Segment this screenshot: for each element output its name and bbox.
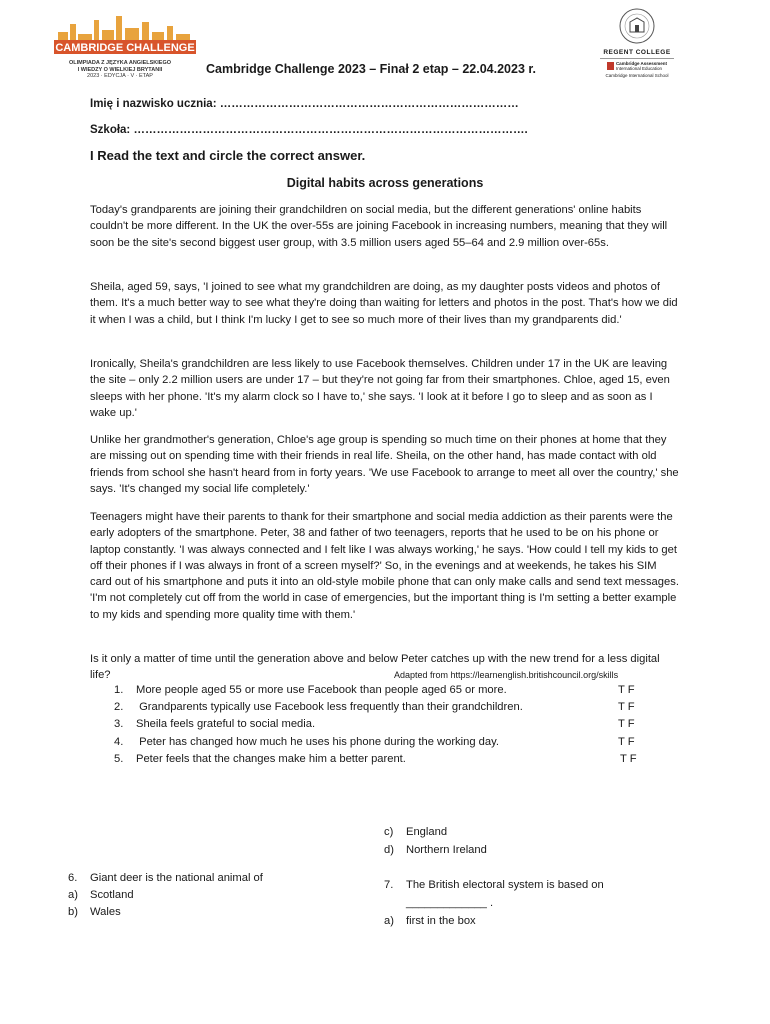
- regent-college-label: REGENT COLLEGE: [603, 49, 671, 56]
- section-heading: I Read the text and circle the correct answer.: [90, 148, 366, 163]
- statement-text: Peter has changed how much he uses his phone during the working day.: [136, 736, 499, 748]
- cambridge-shield-icon: [607, 62, 614, 70]
- castle-skyline-icon: [50, 14, 200, 54]
- statement-2: [114, 701, 523, 713]
- answer-option[interactable]: b) Wales: [68, 906, 121, 918]
- statement-5: [114, 753, 406, 765]
- true-false-choice-1[interactable]: T F: [618, 684, 635, 696]
- article-paragraph: Sheila, aged 59, says, 'I joined to see what my grandchildren are doing, as my daughter posts videos and photos of them. It's a much better way to see what they're doing than waiting for letters and photos in the post. That's how we did it when I was a child, but I think I'm lucky I get to see so much more of their lives than my grandparents did.': [90, 281, 678, 326]
- statement-number: 1.: [114, 684, 124, 696]
- statement-number: 3.: [114, 718, 124, 730]
- answer-option[interactable]: d) Northern Ireland: [384, 844, 487, 856]
- blank-field[interactable]: _____________ .: [406, 897, 494, 909]
- statement-text: More people aged 55 or more use Facebook than people aged 65 or more.: [136, 684, 507, 696]
- article-paragraph: Unlike her grandmother's generation, Chloe's age group is spending so much time on their phones at home that they are missing out on spending time with their friends in real life. Sheila, on the other hand, has made contact with old friends from school she hasn't heard from in forty years. 'We use Facebook to arrange to meet all over the country,' she says. 'It's changed my social life completely.': [90, 434, 679, 495]
- regent-college-logo: [596, 8, 678, 86]
- logo-line-3: 2023 · EDYCJA · V · ETAP: [87, 73, 153, 79]
- logo-line-1: OLIMPIADA Z JĘZYKA ANGIELSKIEGO: [68, 60, 172, 66]
- true-false-choice-3[interactable]: T F: [618, 718, 635, 730]
- statement-3: [114, 718, 315, 730]
- article-title: Digital habits across generations: [286, 176, 484, 190]
- cambridge-challenge-logo: [50, 14, 200, 79]
- assessment-line-2: International Education: [615, 66, 662, 71]
- answer-option[interactable]: a) Scotland: [68, 889, 134, 901]
- statement-text: Grandparents typically use Facebook less frequently than their grandchildren.: [136, 701, 523, 713]
- true-false-choice-2[interactable]: T F: [618, 701, 635, 713]
- statement-number: 5.: [114, 753, 124, 765]
- source-note: Adapted from https://learnenglish.britishcouncil.org/skills: [394, 670, 619, 680]
- school-field[interactable]: Szkoła: ………………………………………………………………………………………….: [90, 124, 528, 136]
- svg-text:CAMBRIDGE CHALLENGE: CAMBRIDGE CHALLENGE: [55, 42, 195, 54]
- page-title: Cambridge Challenge 2023 – Finał 2 etap – 22.04.2023 r.: [206, 62, 537, 76]
- statement-1: [114, 684, 507, 696]
- assessment-line-1: Cambridge Assessment: [615, 61, 668, 66]
- international-school-label: Cambridge International School: [605, 73, 669, 78]
- college-crest-icon: [616, 8, 658, 44]
- statement-number: 2.: [114, 701, 124, 713]
- article-paragraph: Ironically, Sheila's grandchildren are less likely to use Facebook themselves. Children under 17 in the UK are leaving the site – only 2.2 million users are under 17 – but they're not going far from their smartphones. Chloe, aged 15, even sleeps with her phone. 'It's my alarm clock so I have to,' she says. 'I look at it before I go to sleep and as soon as I wake up.': [90, 358, 670, 419]
- statement-number: 4.: [114, 736, 124, 748]
- answer-option[interactable]: a) first in the box: [384, 915, 476, 927]
- true-false-choice-5[interactable]: T F: [620, 753, 637, 765]
- student-name-field[interactable]: Imię i nazwisko ucznia: ……………………………………………………………………: [90, 98, 519, 110]
- answer-option[interactable]: c) England: [384, 826, 448, 838]
- article-paragraph: Teenagers might have their parents to thank for their smartphone and social media addiction as their parents were the early adopters of the smartphone. Peter, 38 and father of two teenagers, reports that he used to be on his phone or laptop constantly. 'I was always connected and I felt like I was always working,' he says. 'How could I tell my kids to get off their phones if I was always in front of a screen myself?' So, in the evenings and at weekends, he takes his SIM card out of his smartphone and puts it into an old-style mobile phone that can only make calls and send text messages. 'I'm not completely cut off from the world in case of emergencies, but the important thing is I'm setting a better example to my kids and spending more quality time with them.': [90, 511, 679, 621]
- statement-4: [114, 736, 499, 748]
- article-paragraph: Is it only a matter of time until the generation above and below Peter catches up with the new trend for a less digital life?: [90, 653, 660, 682]
- statement-text: Peter feels that the changes make him a better parent.: [136, 753, 406, 765]
- article-paragraph: Today's grandparents are joining their grandchildren on social media, but the different generations' online habits couldn't be more different. In the UK the over-55s are joining Facebook in increasing numbers, meaning that they will soon be the site's second biggest user group, with 3.5 million users aged 55–64 and 2.9 million over-65s.: [90, 204, 668, 249]
- logo-line-2: I WIEDZY O WIELKIEJ BRYTANII: [77, 66, 163, 73]
- question-6: 6. Giant deer is the national animal of: [68, 872, 263, 884]
- statement-text: Sheila feels grateful to social media.: [136, 718, 316, 730]
- true-false-choice-4[interactable]: T F: [618, 736, 635, 748]
- question-7: 7. The British electoral system is based on: [384, 879, 604, 891]
